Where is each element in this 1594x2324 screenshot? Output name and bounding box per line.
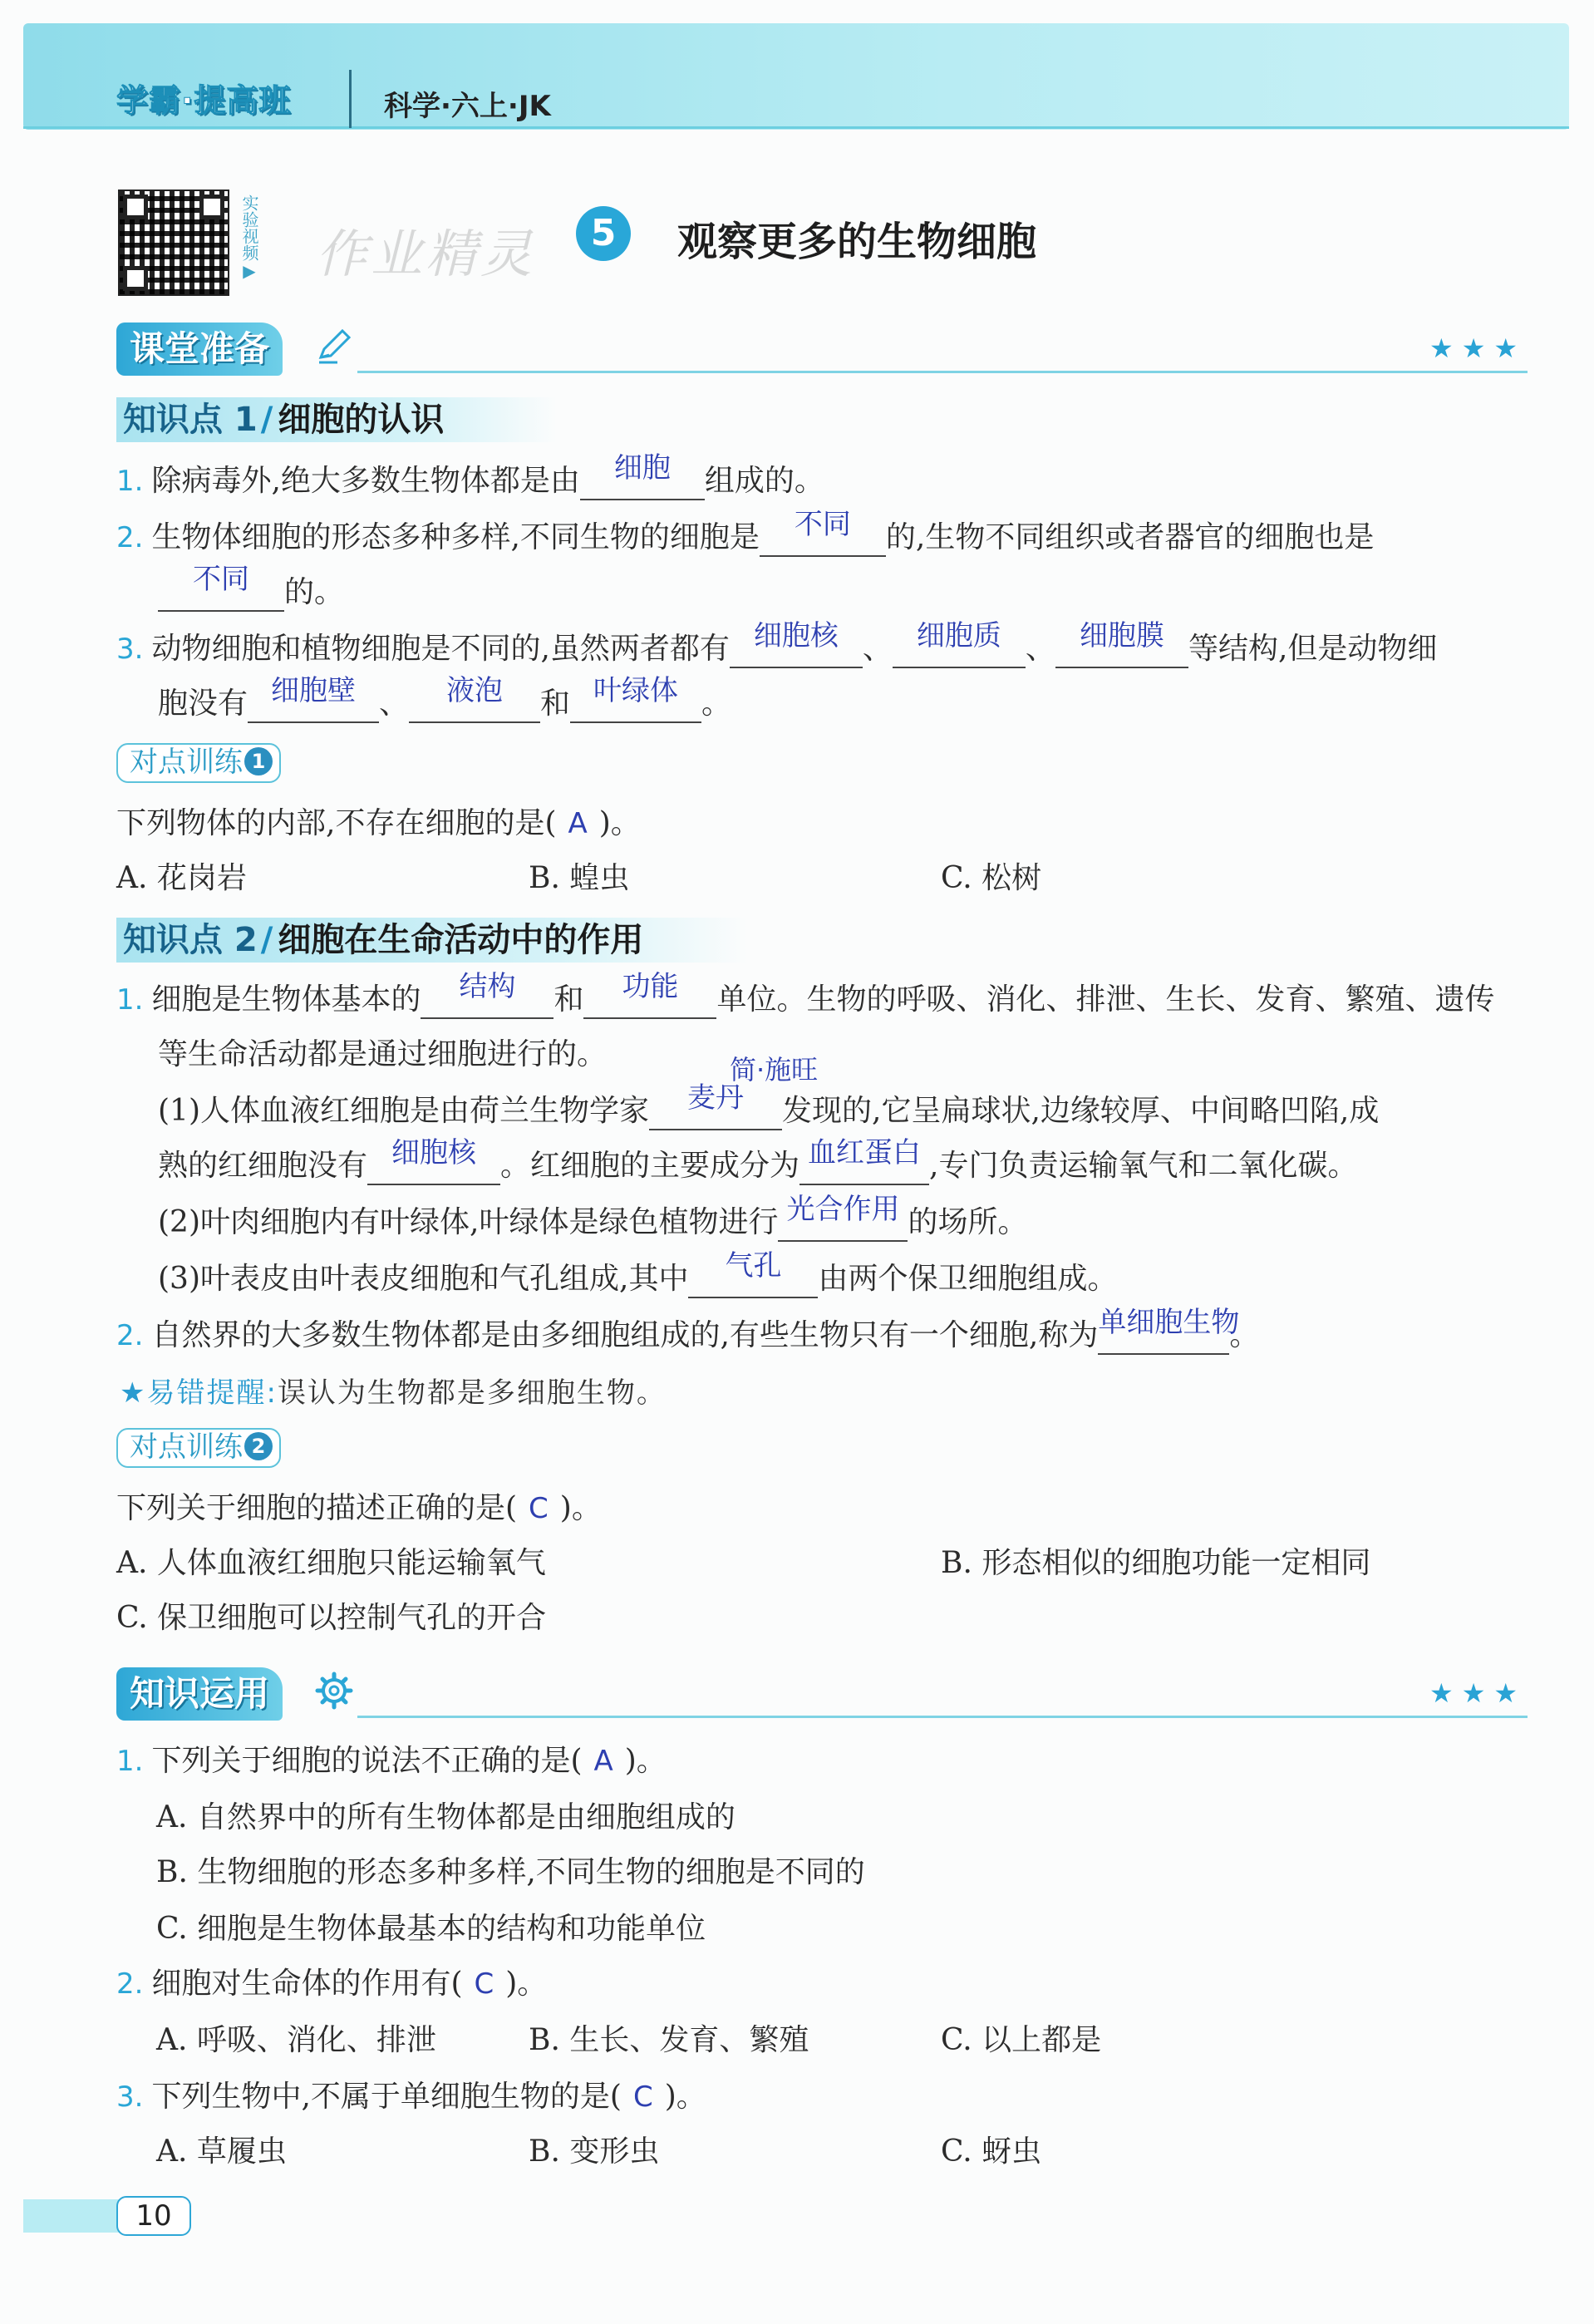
section-title: 知识运用 bbox=[130, 1673, 270, 1714]
question-number: 1. bbox=[116, 465, 144, 498]
knowledge-point-1 bbox=[116, 397, 557, 442]
question-text: 发现的,它呈扁球状,边缘较厚、中间略凹陷,成 bbox=[782, 1094, 1380, 1128]
option-b: B. 形态相似的细胞功能一定相同 bbox=[941, 1546, 1371, 1580]
question-text: (2)叶肉细胞内有叶绿体,叶绿体是绿色植物进行 bbox=[158, 1205, 779, 1239]
kp-slash: / bbox=[260, 921, 273, 959]
section-banner-preparation bbox=[116, 323, 283, 376]
difficulty-stars: ★★★ bbox=[1429, 1677, 1527, 1709]
option-c: C. 保卫细胞可以控制气孔的开合 bbox=[116, 1601, 547, 1635]
header-divider bbox=[23, 126, 1569, 129]
brand-logo: 学霸·提高班 bbox=[116, 82, 292, 119]
answer-blank[interactable] bbox=[778, 1193, 908, 1242]
answer-blank[interactable] bbox=[409, 674, 540, 723]
answer-text: 细胞壁 bbox=[271, 674, 357, 707]
answer-blank[interactable] bbox=[1098, 1306, 1240, 1355]
answer-text: 光合作用 bbox=[786, 1193, 900, 1226]
question-text: 由两个保卫细胞组成。 bbox=[818, 1262, 1118, 1296]
option-c: C. 蚜虫 bbox=[941, 2134, 1042, 2169]
question-text: )。 bbox=[624, 1744, 667, 1778]
knowledge-point-2 bbox=[116, 918, 748, 963]
option-c: C. 细胞是生物体最基本的结构和功能单位 bbox=[156, 1912, 706, 1946]
answer-text: 细胞膜 bbox=[1079, 619, 1164, 652]
answer-text: 细胞质 bbox=[916, 619, 1001, 652]
difficulty-stars: ★★★ bbox=[1429, 332, 1527, 364]
question-text: 下列生物中,不属于单细胞生物的是( bbox=[151, 2080, 622, 2114]
kp-tag: 知识点 1 bbox=[123, 401, 258, 439]
option-c: C. 松树 bbox=[941, 861, 1042, 895]
answer-text: 不同 bbox=[193, 563, 249, 596]
handwritten-correction: 简·施旺 bbox=[730, 1054, 819, 1086]
question-number: 2. bbox=[116, 1967, 144, 2001]
question-text: 的场所。 bbox=[908, 1205, 1028, 1239]
qr-caption: 实验视频▶ bbox=[239, 194, 259, 281]
answer-text: 单细胞生物 bbox=[1098, 1306, 1240, 1339]
choice-answer[interactable]: A bbox=[568, 807, 588, 840]
question-text: 等结构,但是动物细 bbox=[1188, 632, 1438, 666]
answer-blank[interactable] bbox=[760, 508, 886, 557]
kp1-question-2-cont bbox=[158, 563, 345, 612]
question-text: 和 bbox=[540, 687, 571, 721]
question-text: )。 bbox=[559, 1491, 602, 1525]
question-text: 。 bbox=[701, 687, 732, 721]
question-text: 、 bbox=[1025, 632, 1055, 666]
answer-blank[interactable] bbox=[1055, 619, 1188, 668]
question-text: 下列物体的内部,不存在细胞的是( bbox=[116, 806, 557, 840]
kp-tag: 知识点 2 bbox=[123, 921, 258, 959]
practice-label: 对点训练 bbox=[130, 746, 243, 779]
question-text: ,专门负责运输氧气和二氧化碳。 bbox=[929, 1149, 1358, 1183]
kp-title: 细胞在生命活动中的作用 bbox=[278, 921, 644, 959]
question-number: 3. bbox=[116, 2080, 144, 2114]
answer-text: 结构 bbox=[459, 970, 516, 1003]
kp1-question-3-cont bbox=[158, 674, 732, 723]
option-a: A. 自然界中的所有生物体都是由细胞组成的 bbox=[156, 1800, 736, 1834]
brand-separator bbox=[349, 70, 352, 128]
choice-answer[interactable]: A bbox=[593, 1745, 613, 1778]
question-text: 下列关于细胞的描述正确的是( bbox=[116, 1491, 518, 1525]
kp2-question-2 bbox=[116, 1306, 1260, 1355]
kp2-sub-2 bbox=[158, 1193, 1028, 1242]
choice-answer[interactable]: C bbox=[632, 2080, 653, 2114]
question-text: (1)人体血液红细胞是由荷兰生物学家 bbox=[158, 1094, 649, 1128]
section-title: 课堂准备 bbox=[130, 328, 270, 369]
question-text: 细胞对生命体的作用有( bbox=[151, 1967, 463, 2001]
question-text: 。红细胞的主要成分为 bbox=[500, 1149, 800, 1183]
kp-slash: / bbox=[260, 401, 273, 439]
watermark: 作业精灵 bbox=[316, 224, 536, 284]
kp2-question-1-cont: 等生命活动都是通过细胞进行的。 bbox=[158, 1037, 608, 1071]
question-number: 2. bbox=[116, 1319, 144, 1352]
kp2-sub-1 bbox=[158, 1081, 1380, 1130]
answer-blank[interactable] bbox=[730, 619, 863, 668]
answer-blank[interactable] bbox=[367, 1136, 500, 1185]
question-text: 和 bbox=[553, 982, 584, 1017]
question-text: )。 bbox=[505, 1967, 548, 2001]
kp1-question-2 bbox=[116, 508, 1375, 557]
question-number: 1. bbox=[116, 1745, 144, 1778]
mistake-tip bbox=[120, 1370, 667, 1411]
option-b: B. 蝗虫 bbox=[529, 861, 630, 895]
question-text: 熟的红细胞没有 bbox=[158, 1149, 368, 1183]
tip-label: ★易错提醒: bbox=[120, 1376, 278, 1410]
question-number: 1. bbox=[116, 983, 144, 1017]
question-text: 胞没有 bbox=[158, 687, 248, 721]
answer-text: 细胞核 bbox=[391, 1136, 477, 1169]
answer-blank[interactable] bbox=[583, 970, 716, 1019]
app-question-2 bbox=[116, 1965, 547, 2003]
answer-text: 气孔 bbox=[725, 1249, 782, 1283]
answer-blank[interactable] bbox=[421, 970, 553, 1019]
subject-label: 科学·六上·JK bbox=[384, 90, 551, 123]
answer-blank[interactable] bbox=[570, 674, 701, 723]
question-text: 生物体细胞的形态多种多样,不同生物的细胞是 bbox=[151, 520, 760, 554]
question-text: 。 bbox=[1229, 1318, 1260, 1352]
question-text: 的,生物不同组织或者器官的细胞也是 bbox=[885, 520, 1375, 554]
qr-code-icon[interactable] bbox=[118, 190, 229, 296]
question-text: 自然界的大多数生物体都是由多细胞组成的,有些生物只有一个细胞,称为 bbox=[151, 1318, 1099, 1352]
kp1-question-3 bbox=[116, 619, 1438, 668]
practice-number: 2 bbox=[244, 1432, 273, 1460]
answer-text: 麦丹 bbox=[687, 1081, 744, 1115]
practice-1-stem bbox=[116, 805, 641, 843]
choice-answer[interactable]: C bbox=[474, 1967, 494, 2001]
kp2-question-1 bbox=[116, 970, 1495, 1019]
practice-label: 对点训练 bbox=[130, 1430, 243, 1464]
question-number: 2. bbox=[116, 521, 144, 554]
section-rule bbox=[357, 371, 1528, 373]
question-text: 动物细胞和植物细胞是不同的,虽然两者都有 bbox=[151, 632, 730, 666]
option-a: A. 花岗岩 bbox=[116, 861, 247, 895]
answer-text: 血红蛋白 bbox=[808, 1136, 922, 1169]
answer-blank[interactable] bbox=[158, 563, 284, 612]
option-c: C. 以上都是 bbox=[941, 2023, 1102, 2057]
question-text: 下列关于细胞的说法不正确的是( bbox=[151, 1744, 583, 1778]
answer-text: 细胞核 bbox=[753, 619, 839, 652]
answer-blank[interactable] bbox=[688, 1249, 818, 1298]
answer-text: 细胞 bbox=[613, 451, 671, 485]
question-text: 组成的。 bbox=[704, 464, 824, 498]
question-text: (3)叶表皮由叶表皮细胞和气孔组成,其中 bbox=[158, 1262, 689, 1296]
lesson-title: 观察更多的生物细胞 bbox=[677, 219, 1037, 265]
app-question-1 bbox=[116, 1742, 667, 1780]
question-text: 除病毒外,绝大多数生物体都是由 bbox=[151, 464, 580, 498]
question-text: )。 bbox=[664, 2080, 706, 2114]
practice-2-stem bbox=[116, 1489, 602, 1528]
answer-text: 不同 bbox=[794, 508, 851, 541]
option-a: A. 草履虫 bbox=[156, 2134, 287, 2169]
lesson-number: 5 bbox=[576, 206, 631, 261]
option-b: B. 变形虫 bbox=[529, 2134, 660, 2169]
question-text: 的。 bbox=[284, 575, 345, 609]
option-a: A. 呼吸、消化、排泄 bbox=[156, 2023, 436, 2057]
choice-answer[interactable]: C bbox=[529, 1492, 549, 1525]
practice-tag-2 bbox=[116, 1428, 281, 1468]
gear-icon bbox=[314, 1671, 354, 1711]
answer-blank[interactable] bbox=[799, 1136, 929, 1185]
question-text: 细胞是生物体基本的 bbox=[151, 982, 421, 1017]
option-a: A. 人体血液红细胞只能运输氧气 bbox=[116, 1546, 546, 1580]
kp-title: 细胞的认识 bbox=[278, 401, 445, 439]
answer-blank[interactable] bbox=[248, 674, 379, 723]
kp2-sub-1-cont bbox=[158, 1136, 1358, 1185]
kp2-sub-3 bbox=[158, 1249, 1118, 1298]
pencil-icon bbox=[314, 326, 354, 366]
question-text: 、 bbox=[862, 632, 893, 666]
option-b: B. 生长、发育、繁殖 bbox=[529, 2023, 809, 2057]
question-text: 单位。生物的呼吸、消化、排泄、生长、发育、繁殖、遗传 bbox=[716, 982, 1495, 1017]
question-text: )。 bbox=[598, 806, 641, 840]
option-b: B. 生物细胞的形态多种多样,不同生物的细胞是不同的 bbox=[156, 1855, 865, 1889]
section-banner-application bbox=[116, 1667, 283, 1721]
answer-blank[interactable] bbox=[580, 451, 705, 500]
practice-tag-1 bbox=[116, 743, 281, 783]
practice-number: 1 bbox=[244, 747, 273, 775]
answer-blank[interactable] bbox=[649, 1081, 782, 1130]
question-text: 、 bbox=[379, 687, 410, 721]
answer-text: 功能 bbox=[622, 970, 679, 1003]
question-number: 3. bbox=[116, 633, 144, 666]
section-rule bbox=[357, 1716, 1528, 1718]
kp1-question-1 bbox=[116, 451, 824, 500]
page-number: 10 bbox=[116, 2196, 191, 2236]
answer-blank[interactable] bbox=[893, 619, 1026, 668]
answer-text: 液泡 bbox=[446, 674, 504, 707]
tip-text: 误认为生物都是多细胞生物。 bbox=[277, 1376, 667, 1410]
answer-text: 叶绿体 bbox=[593, 674, 679, 707]
app-question-3 bbox=[116, 2078, 706, 2116]
